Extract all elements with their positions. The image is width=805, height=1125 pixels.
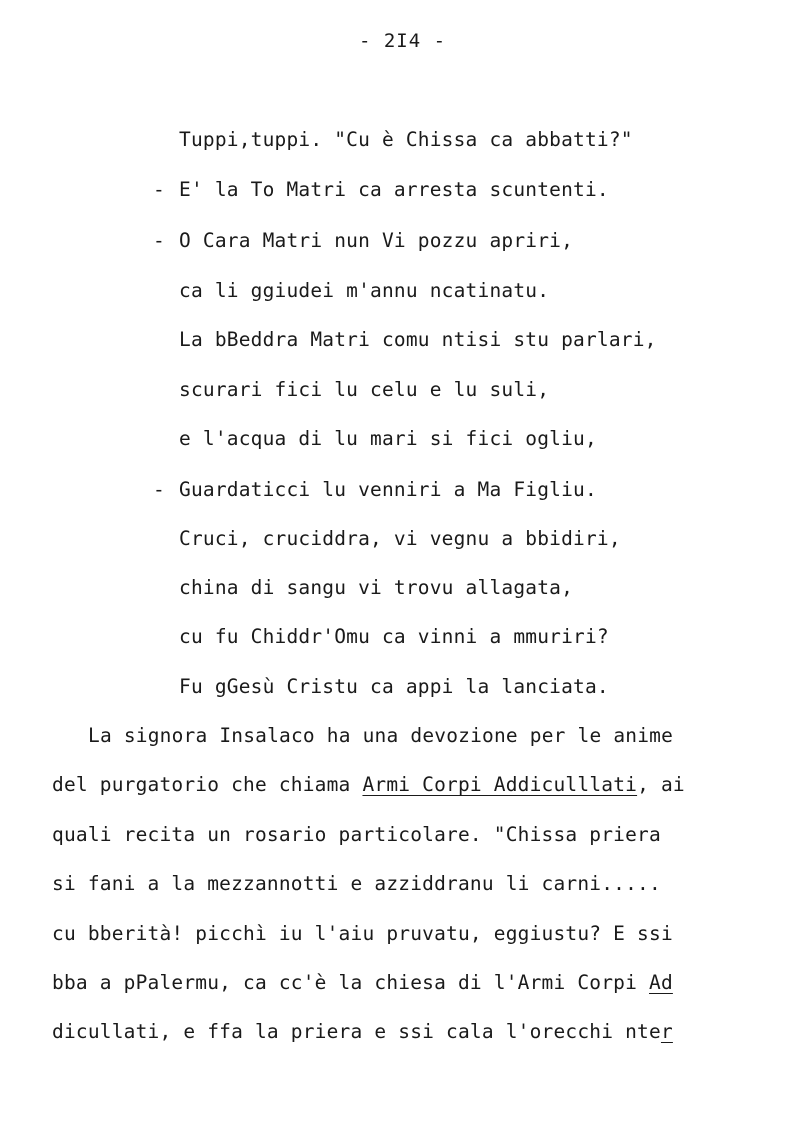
- poem-line: [153, 279, 549, 303]
- prose-text: , ai: [637, 773, 685, 796]
- underlined-term: Ad: [649, 971, 673, 994]
- prose-line: [52, 773, 685, 797]
- poem-text: Tuppi,tuppi. "Cu è Chissa ca abbatti?": [179, 128, 633, 151]
- prose-text: dicullati, e ffa la priera e ssi cala l'orecchi nte: [52, 1020, 661, 1043]
- poem-text: Cruci, cruciddra, vi vegnu a bbidiri,: [179, 527, 621, 550]
- prose-line: [52, 971, 673, 995]
- poem-line: [153, 378, 549, 402]
- poem-line: [153, 576, 573, 600]
- poem-line: [153, 527, 621, 551]
- poem-text: scurari fici lu celu e lu suli,: [179, 378, 550, 401]
- poem-text: Fu gGesù Cristu ca appi la lanciata.: [179, 675, 609, 698]
- prose-text: del purgatorio che chiama: [52, 773, 363, 796]
- poem-text: china di sangu vi trovu allagata,: [179, 576, 574, 599]
- underlined-term: Armi Corpi Addiculllati: [362, 773, 638, 796]
- page-number: - 2I4 -: [358, 30, 447, 52]
- poem-line: [153, 427, 597, 451]
- poem-line: [153, 328, 657, 352]
- poem-dash: -: [153, 229, 165, 252]
- prose-line: quali recita un rosario particolare. "Chissa priera: [52, 823, 661, 846]
- prose-line: si fani a la mezzannotti e azziddranu li carni.....: [52, 872, 661, 895]
- prose-line: [52, 1020, 673, 1044]
- poem-line: [153, 625, 609, 649]
- poem-text: E' la To Matri ca arresta scuntenti.: [179, 178, 609, 201]
- poem-text: ca li ggiudei m'annu ncatinatu.: [179, 279, 550, 302]
- poem-text: O Cara Matri nun Vi pozzu apriri,: [179, 229, 574, 252]
- poem-text: cu fu Chiddr'Omu ca vinni a mmuriri?: [179, 625, 609, 648]
- poem-text: Guardaticci lu venniri a Ma Figliu.: [179, 478, 597, 501]
- prose-line: cu bberità! picchì iu l'aiu pruvatu, eggiustu? E ssi: [52, 922, 673, 945]
- prose-text: bba a pPalermu, ca cc'è la chiesa di l'Armi Corpi: [52, 971, 649, 994]
- poem-line: [153, 178, 609, 202]
- poem-line: [153, 478, 597, 502]
- poem-line: [153, 128, 633, 152]
- poem-text: e l'acqua di lu mari si fici ogliu,: [179, 427, 597, 450]
- poem-dash: -: [153, 478, 165, 501]
- poem-line: [153, 229, 573, 253]
- poem-text: La bBeddra Matri comu ntisi stu parlari,: [179, 328, 657, 351]
- prose-line: La signora Insalaco ha una devozione per le anime: [88, 724, 674, 747]
- poem-line: [153, 675, 609, 699]
- poem-dash: -: [153, 178, 165, 201]
- underlined-term: r: [660, 1020, 673, 1043]
